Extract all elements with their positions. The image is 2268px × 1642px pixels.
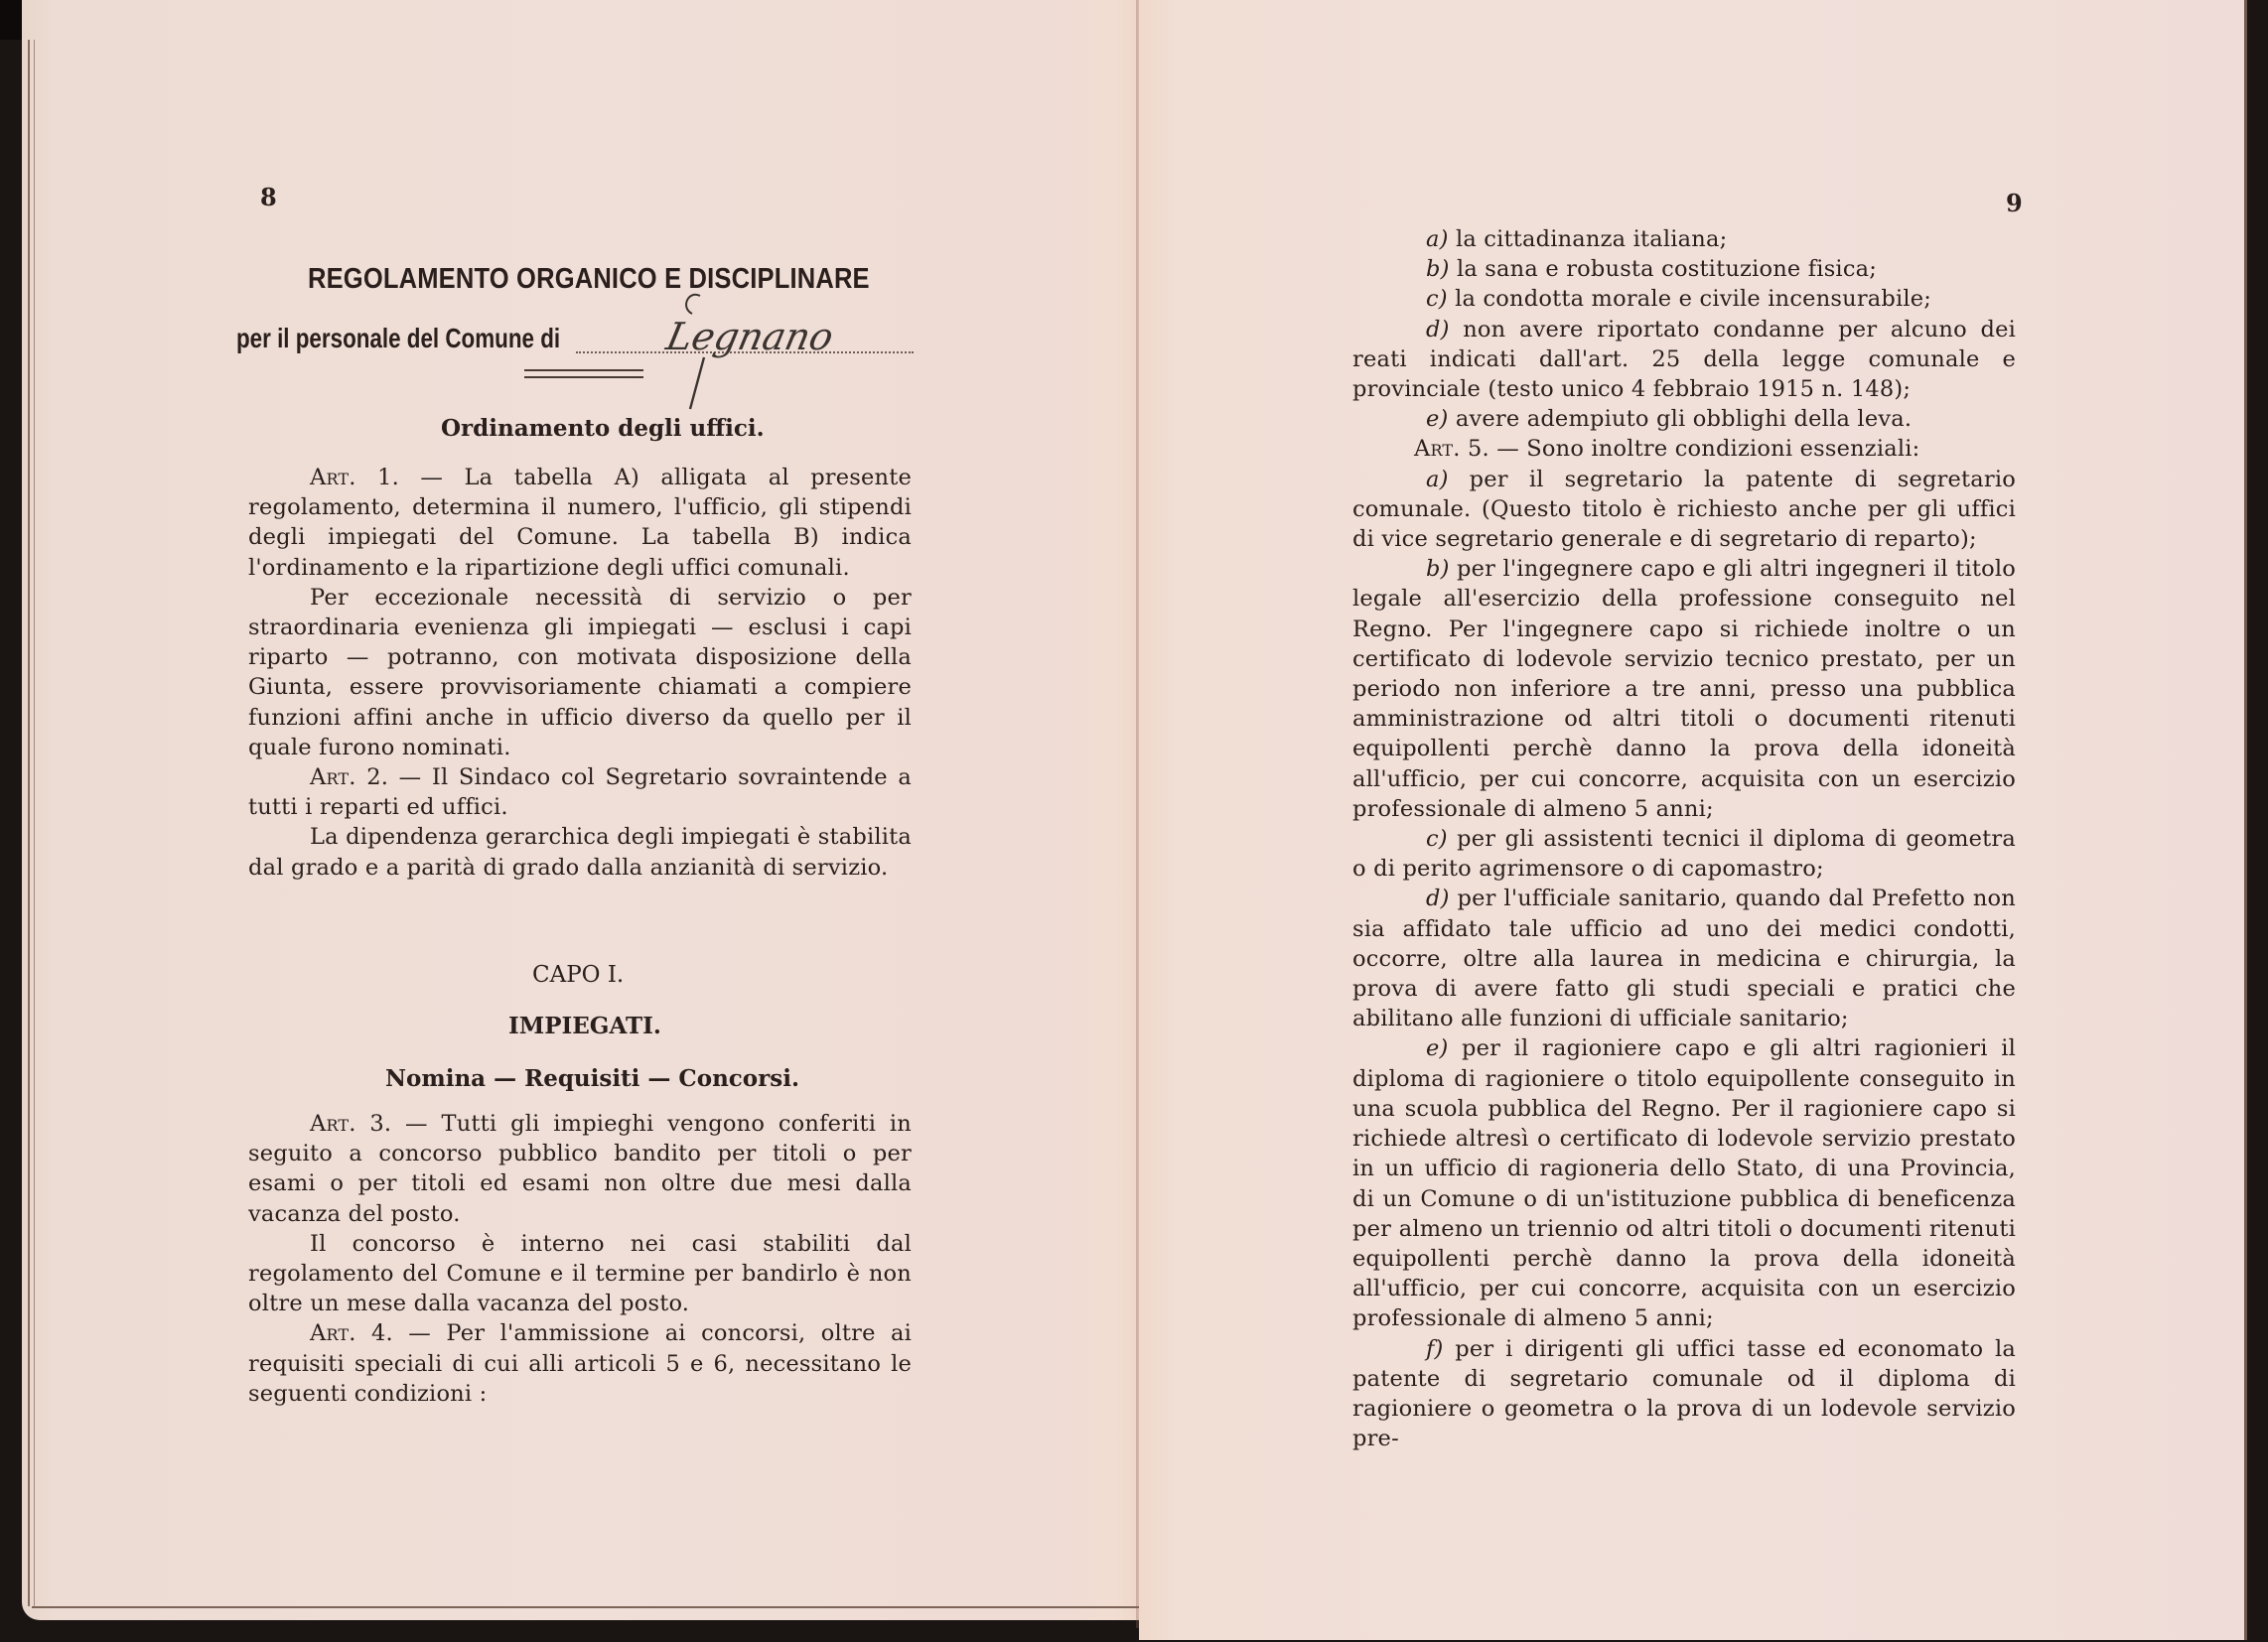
article-2: Art. 2. — Il Sindaco col Segretario sovraintende a tutti i reparti ed uffici. bbox=[248, 764, 912, 821]
double-rule-divider bbox=[524, 369, 643, 378]
chapter-number: CAPO I. bbox=[532, 962, 625, 988]
article-5: Art. 5. — Sono inoltre condizioni essenziali: bbox=[1414, 436, 1920, 463]
document-subtitle: per il personale del Comune di bbox=[236, 323, 561, 353]
paragraph: La dipendenza gerarchica degli impiegati è stabilita dal grado e a parità di grado dalla anzianità di servizio. bbox=[248, 824, 912, 881]
list-item: b) per l'ingegnere capo e gli altri ingegneri il titolo legale all'esercizio della professione conseguito nel Regno. Per l'ingegnere capo si richiede inoltre o un certificato di lodevole servizio tecnico prestato, per un periodo non inferiore a tre anni, presso una pubblica amministrazione od altri titoli o documenti ritenuti equipollenti perchè danno la prova della idoneità all'ufficio, per cui concorre, acquisita con un esercizio professionale di almeno 5 anni; bbox=[1352, 556, 2016, 822]
paragraph: Per eccezionale necessità di servizio o per straordinaria evenienza gli impiegati — esclusi i capi riparto — potranno, con motivata disposizione della Giunta, essere provvisoriamente chiamati a compiere funzioni affini anche in ufficio diverso da quello per il quale furono nominati. bbox=[248, 584, 912, 760]
scan-background bbox=[0, 0, 22, 40]
list-item: c) per gli assistenti tecnici il diploma di geometra o di perito agrimensore o di capomastro; bbox=[1352, 826, 2016, 883]
list-item: a) per il segretario la patente di segretario comunale. (Questo titolo è richiesto anche per gli uffici di vice segretario generale e di segretario di reparto); bbox=[1352, 466, 2016, 553]
handwritten-comune-name: Legnano bbox=[662, 315, 838, 358]
right-body bbox=[1352, 224, 2016, 1453]
chapter-subheading: Nomina — Requisiti — Concorsi. bbox=[385, 1065, 799, 1092]
chapter-title: IMPIEGATI. bbox=[508, 1013, 661, 1039]
list-item: d) non avere riportato condanne per alcuno dei reati indicati dall'art. 25 della legge comunale e provinciale (testo unico 4 febbraio 1915 n. 148); bbox=[1352, 316, 2016, 403]
page-number-right: 9 bbox=[2006, 189, 2023, 217]
article-3: Art. 3. — Tutti gli impieghi vengono conferiti in seguito a concorso pubblico bandito per titoli o per esami o per titoli ed esami non oltre due mesi dalla vacanza del posto. bbox=[248, 1111, 912, 1227]
page-number-left: 8 bbox=[260, 183, 277, 211]
list-item: d) per l'ufficiale sanitario, quando dal Prefetto non sia affidato tale ufficio ad uno dei medici condotti, occorre, oltre alla laurea in medicina e chirurgia, la prova di avere fatto gli studi speciali e pratici che abilitano alle funzioni di ufficiale sanitario; bbox=[1352, 886, 2016, 1032]
list-item: b) la sana e robusta costituzione fisica; bbox=[1426, 256, 1878, 283]
list-item: e) avere adempiuto gli obblighi della leva. bbox=[1426, 406, 1913, 433]
list-item: f) per i dirigenti gli uffici tasse ed economato la patente di segretario comunale od il diploma di ragioniere o geometra o la prova di un lodevole servizio pre- bbox=[1352, 1335, 2016, 1452]
list-item: c) la condotta morale e civile incensurabile; bbox=[1426, 286, 1932, 313]
left-body-2 bbox=[248, 1109, 912, 1409]
document-title: REGOLAMENTO ORGANICO E DISCIPLINARE bbox=[308, 263, 870, 295]
article-4: Art. 4. — Per l'ammissione ai concorsi, oltre ai requisiti speciali di cui alli articoli 5 e 6, necessitano le seguenti condizioni : bbox=[248, 1320, 912, 1407]
section-heading: Ordinamento degli uffici. bbox=[441, 415, 765, 442]
paragraph: Il concorso è interno nei casi stabiliti dal regolamento del Comune e il termine per bandirlo è non oltre un mese dalla vacanza del posto. bbox=[248, 1230, 912, 1317]
list-item: a) la cittadinanza italiana; bbox=[1426, 226, 1728, 252]
left-body-1 bbox=[248, 463, 912, 883]
list-item: e) per il ragioniere capo e gli altri ragionieri il diploma di ragioniere o titolo equipollente conseguito in una scuola pubblica del Regno. Per il ragioniere capo si richiede altresì o certificato di lodevole servizio prestato in un ufficio di ragioneria dello Stato, di una Provincia, di un Comune o di un'istituzione pubblica di beneficenza per almeno un triennio od altri titoli o documenti ritenuti equipollenti perchè danno la prova della idoneità all'ufficio, per cui concorre, acquisita con un esercizio professionale di almeno 5 anni; bbox=[1352, 1035, 2016, 1332]
article-1: Art. 1. — La tabella A) alligata al presente regolamento, determina il numero, l'ufficio, gli stipendi degli impiegati del Comune. La tabella B) indica l'ordinamento e la ripartizione degli uffici comunali. bbox=[248, 465, 912, 581]
